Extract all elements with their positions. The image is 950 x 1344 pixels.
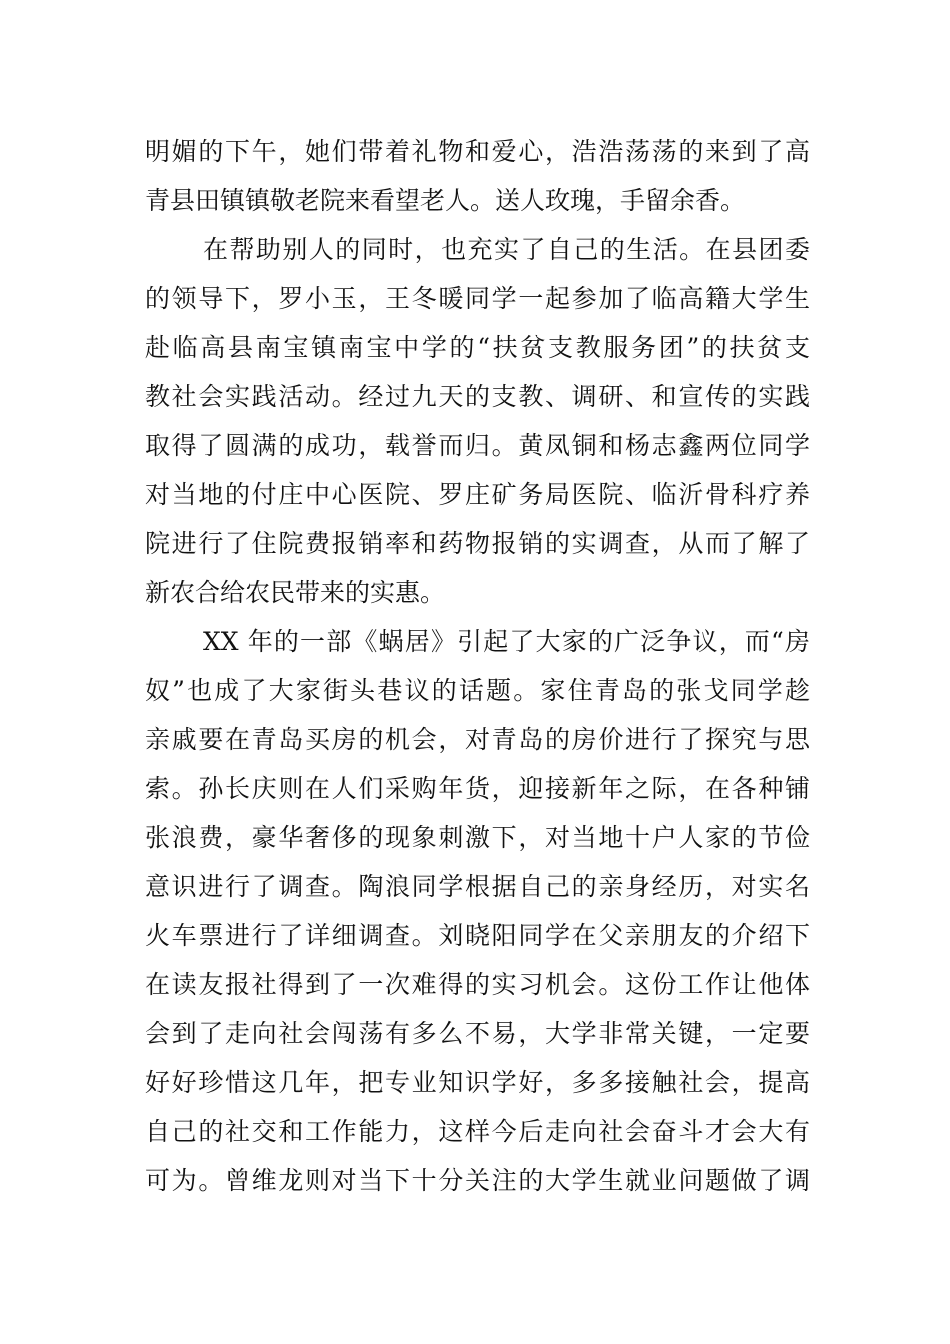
text-line: XX 年的一部《蜗居》引起了大家的广泛争议，而“房 bbox=[203, 627, 810, 656]
paragraph-2 bbox=[145, 225, 810, 617]
text-line: 新农合给农民带来的实惠。 bbox=[145, 578, 446, 607]
text-line: 院进行了住院费报销率和药物报销的实调查，从而了解了 bbox=[145, 529, 810, 558]
text-line: 奴”也成了大家街头巷议的话题。家住青岛的张戈同学趁 bbox=[145, 676, 810, 705]
text-line: 对当地的付庄中心医院、罗庄矿务局医院、临沂骨科疗养 bbox=[145, 480, 810, 509]
text-line: 的领导下，罗小玉，王冬暖同学一起参加了临高籍大学生 bbox=[145, 284, 810, 313]
text-line: 取得了圆满的成功，载誉而归。黄凤铜和杨志鑫两位同学 bbox=[145, 431, 810, 460]
text-line: 好好珍惜这几年，把专业知识学好，多多接触社会，提高 bbox=[145, 1068, 810, 1097]
text-line: 火车票进行了详细调查。刘晓阳同学在父亲朋友的介绍下 bbox=[145, 921, 810, 950]
paragraph-1 bbox=[145, 127, 810, 225]
text-line: 在读友报社得到了一次难得的实习机会。这份工作让他体 bbox=[145, 970, 810, 999]
text-line: 教社会实践活动。经过九天的支教、调研、和宣传的实践 bbox=[145, 382, 810, 411]
text-line: 意识进行了调查。陶浪同学根据自己的亲身经历，对实名 bbox=[145, 872, 810, 901]
text-line: 明媚的下午，她们带着礼物和爱心，浩浩荡荡的来到了高 bbox=[145, 137, 810, 166]
text-line: 在帮助别人的同时，也充实了自己的生活。在县团委 bbox=[203, 235, 810, 264]
text-line: 索。孙长庆则在人们采购年货，迎接新年之际，在各种铺 bbox=[145, 774, 810, 803]
text-line: 赴临高县南宝镇南宝中学的“扶贫支教服务团”的扶贫支 bbox=[145, 333, 810, 362]
text-line: 亲戚要在青岛买房的机会，对青岛的房价进行了探究与思 bbox=[145, 725, 810, 754]
text-line: 可为。曾维龙则对当下十分关注的大学生就业问题做了调 bbox=[145, 1166, 810, 1195]
paragraph-3 bbox=[145, 617, 810, 1205]
text-line: 会到了走向社会闯荡有多么不易，大学非常关键，一定要 bbox=[145, 1019, 810, 1048]
text-line: 张浪费，豪华奢侈的现象刺激下，对当地十户人家的节俭 bbox=[145, 823, 810, 852]
text-line: 自己的社交和工作能力，这样今后走向社会奋斗才会大有 bbox=[145, 1117, 810, 1146]
body-text bbox=[145, 127, 810, 1205]
text-line: 青县田镇镇敬老院来看望老人。送人玫瑰，手留余香。 bbox=[145, 186, 746, 215]
